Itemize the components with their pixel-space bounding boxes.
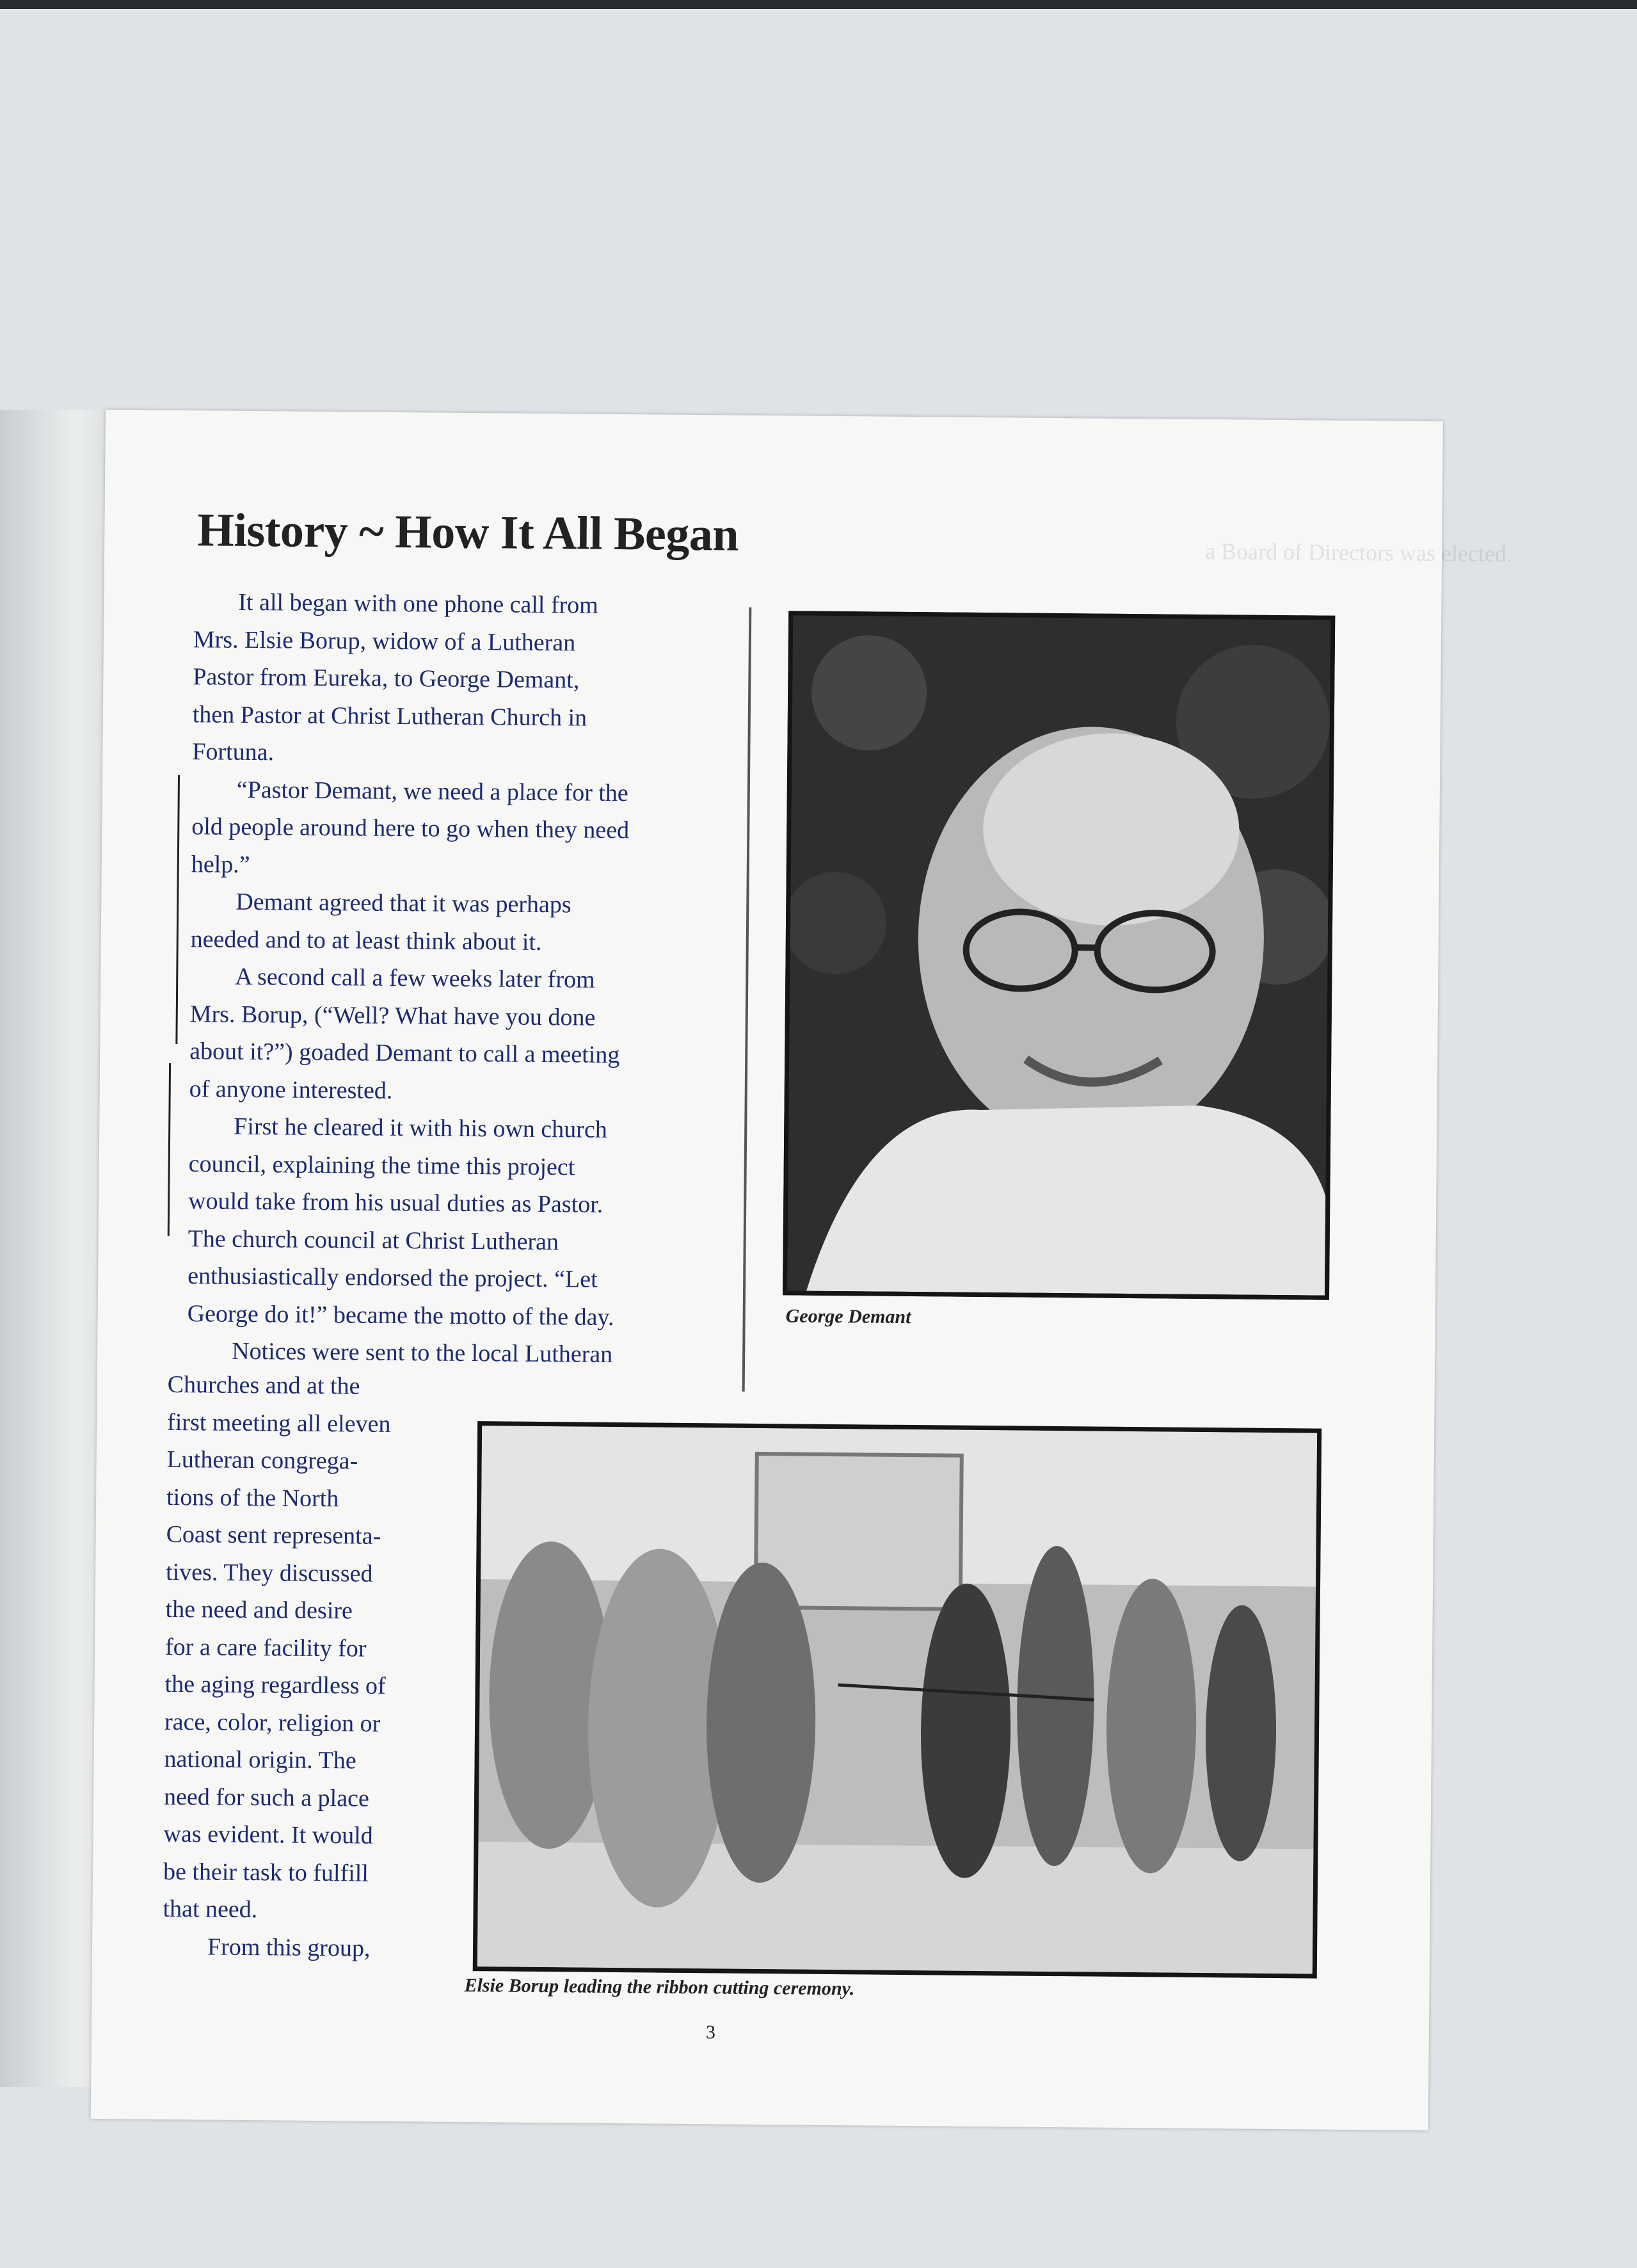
body-line: about it?”) goaded Demant to call a meeting — [189, 1038, 620, 1069]
margin-mark — [168, 1063, 171, 1236]
body-line: council, explaining the time this project — [188, 1150, 575, 1180]
body-line: national origin. The — [164, 1745, 356, 1774]
ribbon-cutting-photo — [473, 1421, 1322, 1978]
body-line: Pastor from Eureka, to George Demant, — [193, 663, 580, 694]
body-line: old people around here to go when they need — [191, 813, 630, 844]
body-line: It all began with one phone call from — [238, 588, 598, 619]
body-line: the aging regardless of — [164, 1670, 386, 1700]
bleed-through-text: a Board of Directors was elected. — [1204, 538, 1513, 567]
body-line: Demant agreed that it was perhaps — [236, 888, 571, 919]
page-title: History ~ How It All Began — [197, 504, 739, 561]
body-line: enthusiastically endorsed the project. “Let — [188, 1262, 598, 1293]
body-line: the need and desire — [165, 1595, 353, 1625]
article-body-narrow — [163, 1366, 391, 1967]
body-line: Fortuna. — [192, 738, 275, 766]
body-line: “Pastor Demant, we need a place for the — [236, 776, 628, 807]
scanner-top-edge — [0, 0, 1637, 9]
article-body — [187, 583, 631, 1373]
body-line: was evident. It would — [163, 1820, 373, 1849]
body-line: first meeting all eleven — [167, 1408, 391, 1438]
portrait-caption: George Demant — [785, 1305, 911, 1328]
body-line: Mrs. Borup, (“Well? What have you done — [189, 1000, 596, 1031]
body-line: would take from his usual duties as Pastor. — [188, 1187, 603, 1218]
body-line: need for such a place — [163, 1783, 369, 1812]
portrait-photo — [783, 611, 1335, 1299]
body-line: From this group, — [207, 1933, 371, 1962]
body-line: Notices were sent to the local Lutheran — [231, 1337, 613, 1368]
body-line: tions of the North — [166, 1483, 339, 1512]
page-fold-shadow — [0, 410, 109, 2087]
body-line: The church council at Christ Lutheran — [188, 1225, 559, 1255]
body-line: tives. They discussed — [165, 1558, 373, 1588]
body-line: Churches and at the — [167, 1371, 360, 1400]
body-line: Lutheran congrega- — [166, 1445, 358, 1475]
body-line: A second call a few weeks later from — [235, 963, 595, 993]
ribbon-cutting-caption: Elsie Borup leading the ribbon cutting ceremony. — [464, 1974, 855, 2000]
body-line: First he cleared it with his own church — [234, 1113, 607, 1143]
body-line: George do it!” became the motto of the day. — [187, 1299, 614, 1331]
column-divider — [742, 607, 752, 1392]
body-line: be their task to fulfill — [163, 1858, 369, 1887]
body-line: that need. — [163, 1895, 258, 1924]
body-line: help.” — [191, 850, 250, 878]
brochure-page — [91, 410, 1513, 2130]
body-line: needed and to at least think about it. — [190, 925, 542, 956]
body-line: Coast sent representa- — [166, 1520, 381, 1550]
body-line: of anyone interested. — [189, 1075, 393, 1104]
body-line: race, color, religion or — [164, 1708, 381, 1737]
body-line: for a care facility for — [164, 1633, 367, 1662]
margin-mark — [175, 775, 180, 1044]
body-line: Mrs. Elsie Borup, widow of a Lutheran — [193, 625, 576, 656]
body-line: then Pastor at Christ Lutheran Church in — [192, 700, 587, 732]
page-number: 3 — [705, 2022, 716, 2043]
